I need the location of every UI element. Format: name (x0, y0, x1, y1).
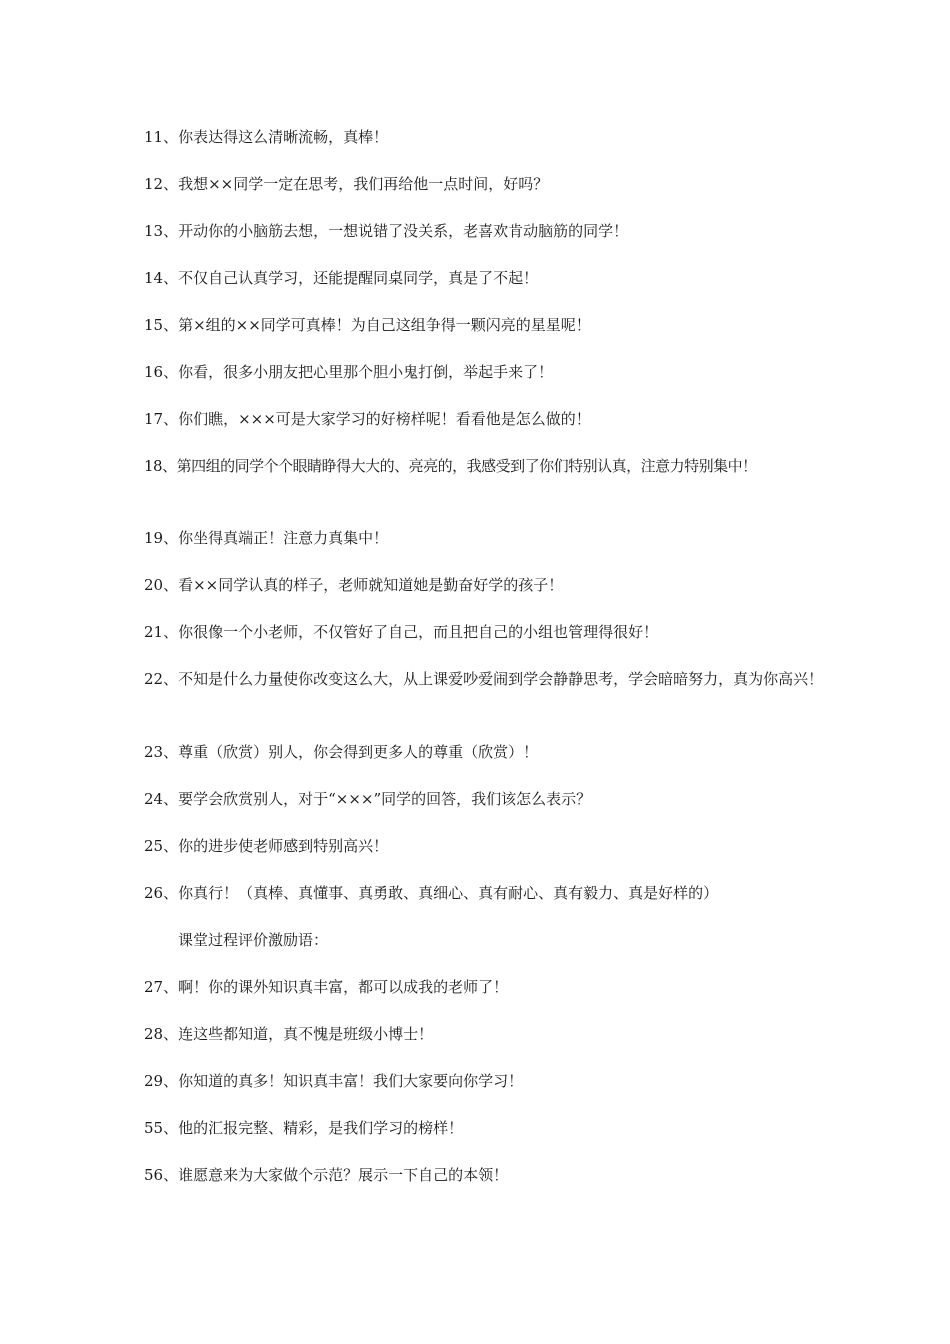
praise-line-29: 29、你知道的真多！知识真丰富！我们大家要向你学习！ (144, 1072, 524, 1090)
praise-line-28: 28、连这些都知道，真不愧是班级小博士！ (144, 1025, 434, 1043)
praise-line-22: 22、不知是什么力量使你改变这么大，从上课爱吵爱闹到学会静静思考，学会暗暗努力，真为你高兴！ (144, 670, 824, 688)
praise-line-25: 25、你的进步使老师感到特别高兴！ (144, 837, 389, 855)
praise-line-12: 12、我想××同学一定在思考，我们再给他一点时间，好吗？ (144, 175, 549, 193)
praise-line-15: 15、第×组的××同学可真棒！为自己这组争得一颗闪亮的星星呢！ (144, 316, 591, 334)
praise-line-56: 56、谁愿意来为大家做个示范？展示一下自己的本领！ (144, 1166, 509, 1184)
praise-line-14: 14、不仅自己认真学习，还能提醒同桌同学，真是了不起！ (144, 269, 539, 287)
section-heading: 课堂过程评价激励语： (178, 931, 329, 949)
praise-line-19: 19、你坐得真端正！注意力真集中！ (144, 529, 389, 547)
praise-line-11: 11、你表达得这么清晰流畅，真棒！ (144, 128, 389, 146)
praise-line-55: 55、他的汇报完整、精彩，是我们学习的榜样！ (144, 1119, 464, 1137)
praise-line-23: 23、尊重（欣赏）别人，你会得到更多人的尊重（欣赏）！ (144, 743, 539, 761)
praise-line-27: 27、啊！你的课外知识真丰富，都可以成我的老师了！ (144, 978, 509, 996)
praise-line-26: 26、你真行！（真棒、真懂事、真勇敢、真细心、真有耐心、真有毅力、真是好样的） (144, 884, 719, 902)
praise-line-20: 20、看××同学认真的样子，老师就知道她是勤奋好学的孩子！ (144, 576, 564, 594)
praise-line-18: 18、第四组的同学个个眼睛睁得大大的、亮亮的，我感受到了你们特别认真，注意力特别集中！ (144, 457, 757, 475)
praise-line-13: 13、开动你的小脑筋去想，一想说错了没关系，老喜欢肯动脑筋的同学！ (144, 222, 629, 240)
praise-line-24: 24、要学会欣赏别人，对于“×××”同学的回答，我们该怎么表示？ (144, 790, 592, 808)
praise-line-17: 17、你们瞧，×××可是大家学习的好榜样呢！看看他是怎么做的！ (144, 410, 591, 428)
praise-line-21: 21、你很像一个小老师，不仅管好了自己，而且把自己的小组也管理得很好！ (144, 623, 659, 641)
praise-line-16: 16、你看，很多小朋友把心里那个胆小鬼打倒，举起手来了！ (144, 363, 554, 381)
